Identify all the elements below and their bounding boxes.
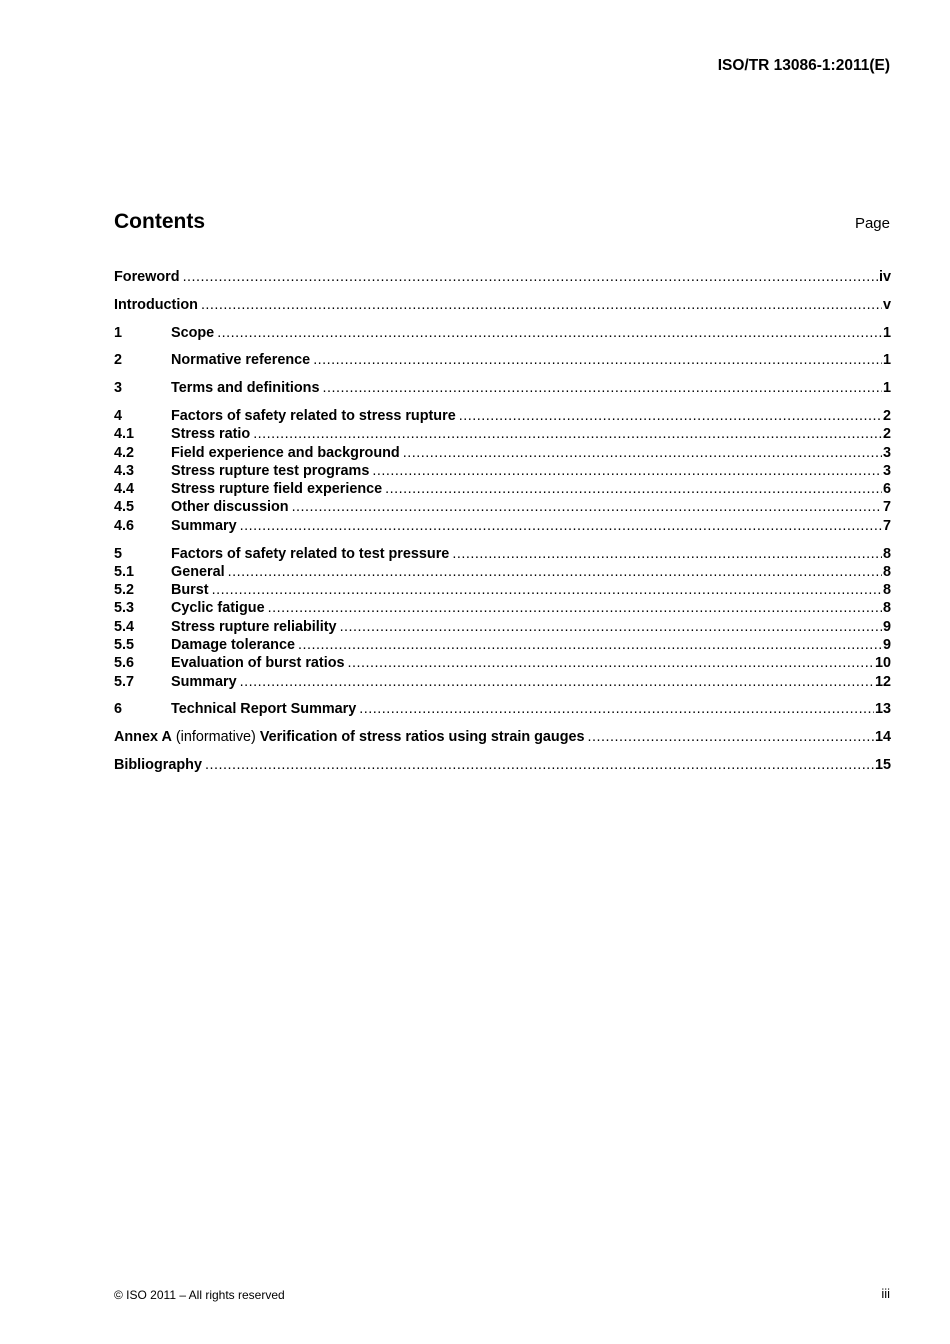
toc-entry-section-4-3[interactable]: 4.3 Stress rupture test programs ..... 3 bbox=[114, 462, 891, 480]
toc-entry-section-5[interactable]: 5 Factors of safety related to test pressure ..... 8 bbox=[114, 545, 891, 563]
toc-entry-section-4-5[interactable]: 4.5 Other discussion ..... 7 bbox=[114, 498, 891, 516]
toc-entry-section-5-1[interactable]: 5.1 General ..... 8 bbox=[114, 563, 891, 581]
toc-entry-section-6[interactable]: 6 Technical Report Summary ..... 13 bbox=[114, 700, 891, 718]
toc-entry-section-1[interactable]: 1 Scope ..... 1 bbox=[114, 324, 891, 342]
toc-entry-section-5-3[interactable]: 5.3 Cyclic fatigue ..... 8 bbox=[114, 599, 891, 617]
toc-entry-section-4[interactable]: 4 Factors of safety related to stress rupture ..... 2 bbox=[114, 407, 891, 425]
toc-entry-annex-a[interactable]: Annex A (informative) Verification of stress ratios using strain gauges ..... 14 bbox=[114, 728, 891, 746]
toc-entry-section-5-5[interactable]: 5.5 Damage tolerance ..... 9 bbox=[114, 636, 891, 654]
toc-entry-bibliography[interactable]: Bibliography ..... 15 bbox=[114, 756, 891, 774]
toc-entry-section-2[interactable]: 2 Normative reference ..... 1 bbox=[114, 351, 891, 369]
toc-entry-foreword[interactable]: Foreword ..... iv bbox=[114, 268, 891, 286]
contents-title-row bbox=[114, 210, 890, 234]
footer-page-number: iii bbox=[881, 1286, 890, 1301]
table-of-contents bbox=[114, 268, 891, 784]
toc-entry-section-4-6[interactable]: 4.6 Summary ..... 7 bbox=[114, 517, 891, 535]
toc-entry-section-3[interactable]: 3 Terms and definitions ..... 1 bbox=[114, 379, 891, 397]
toc-entry-section-5-7[interactable]: 5.7 Summary ..... 12 bbox=[114, 673, 891, 691]
toc-entry-section-4-4[interactable]: 4.4 Stress rupture field experience ..... 6 bbox=[114, 480, 891, 498]
toc-entry-section-5-6[interactable]: 5.6 Evaluation of burst ratios ..... 10 bbox=[114, 654, 891, 672]
toc-entry-section-5-2[interactable]: 5.2 Burst ..... 8 bbox=[114, 581, 891, 599]
toc-entry-section-4-2[interactable]: 4.2 Field experience and background ..... 3 bbox=[114, 444, 891, 462]
page-column-label: Page bbox=[854, 215, 890, 232]
footer-copyright: © ISO 2011 – All rights reserved bbox=[114, 1288, 285, 1302]
toc-entry-introduction[interactable]: Introduction ..... v bbox=[114, 296, 891, 314]
toc-entry-section-5-4[interactable]: 5.4 Stress rupture reliability ..... 9 bbox=[114, 618, 891, 636]
page-title: Contents bbox=[114, 210, 205, 233]
toc-entry-section-4-1[interactable]: 4.1 Stress ratio ..... 2 bbox=[114, 425, 891, 443]
document-id: ISO/TR 13086-1:2011(E) bbox=[717, 57, 890, 74]
